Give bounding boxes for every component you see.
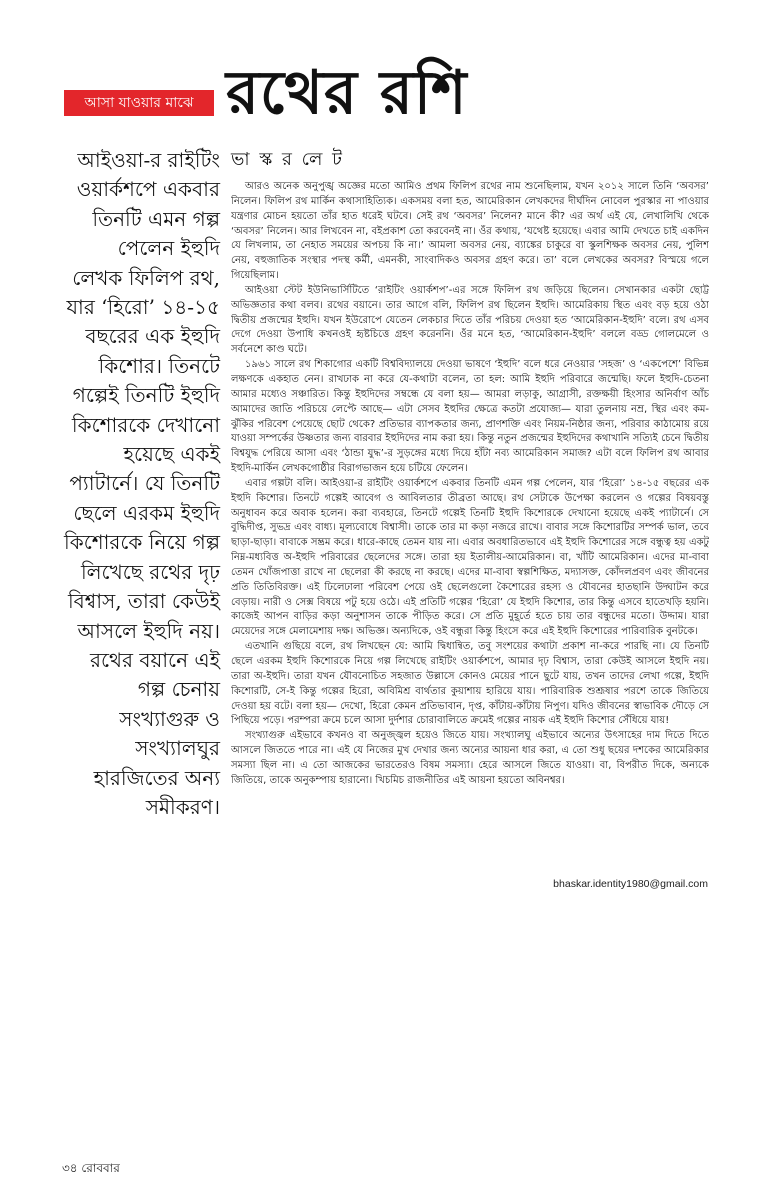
body-paragraph: এতখানি গুছিয়ে বলে, রথ লিখছেন যে: আমি দ্বিধান্বিত, তবু সংশয়ের কথাটা প্রকাশ না-করে পারছি না। যে তিনটি ছেলে এরকম ইহুদি কিশোরকে নিয়ে গল্প লিখেছে রাইটিং ওয়ার্কশপে, আমার দৃঢ় বিশ্বাস, তারা কেউই আসলে ইহুদি নয়। তারা অ-ইহুদি। তারা যখন যৌবনোচিত সহজাত উল্লাসে কোনও মেয়ের পানে ছুটে যায়, তখন তাদের লেখা গল্পে, ইহুদি কিশোরটি, সে-ই কিন্তু গল্পের হিরো, অবিমিশ্র বার্থতার কুয়াশায় হারিয়ে যায়। পারিবারিক শুশ্রূষার পরশে তাকে জিতিয়ে দেওয়া হয় বটে। বলা হয়— দেখো, হিরো কেমন প্রতিভাবান, দৃপ্ত, কাঁটায়-কাঁটায় নিপুণ। যদিও জীবনের স্বাভাবিক দৌড়ে সে পিছিয়ে পড়ে। পরম্পরা ক্রমে চলে আসা দুর্দশার চোরাবালিতে ক্রমেই গল্পের নায়ক এই ইহুদি কিশোর সেঁধিয়ে যায়! bbox=[231, 641, 709, 727]
body-paragraph: আরও অনেক অনুপুঙ্খ অজ্ঞের মতো আমিও প্রথম ফিলিপ রথের নাম শুনেছিলাম, যখন ২০১২ সালে তিনি ‘অবসর’ নিলেন। ফিলিপ রথ মার্কিন কথাসাহিত্যিক। একসময় বলা হত, আমেরিকান লেখকদের দীর্ঘদিন নোবেল পুরস্কার না পাওয়ার যন্ত্রণার মোচন হয়তো তাঁর হাত ধরেই ঘটবে। সেই রথ ‘অবসর’ নিলেন? মানে কী? এর অর্থ এই যে, লেখালিখি থেকে ‘অবসর’ নিলেন। আর লিখবেন না, বইপ্রকাশ তো করবেনই না। ওঁর কথায়, ‘যথেষ্ট হয়েছে। এবার আমি দেখতে চাই একদিন যে লিখলাম, তা নেহাত সময়ের অপচয় কি না।’ আমলা অবসর নেয়, ব্যাঙ্কের চাকুরে বা স্কুলশিক্ষক অবসর নেয়, পুলিশ নেয়, বহুজাতিক সংস্থার পদস্থ কর্মী, এমনকী, সাংবাদিকও অবসর গ্রহণ করে। তা’ বলে লেখকের অবসর? বিস্ময়ে গলে গিয়েছিলাম। bbox=[231, 181, 709, 282]
body-paragraph: ১৯৬১ সালে রথ শিকাগোর একটি বিশ্ববিদ্যালয়ে দেওয়া ভাষণে ‘ইহুদি’ বলে ধরে নেওয়ার ‘সহজ’ ও ‘একপেশে’ বিভিন্ন লক্ষণকে একহাত নেন। রাখঢাক না করে যে-কথাটা বলেন, তা হল: আমি ইহুদি পরিবারে জন্মেছি। ফলে ইহুদি-চেতনা আমার মধ্যেও সঞ্চারিত। কিন্তু ইহুদিদের সম্বন্ধে যে বলা হয়— আমরা লড়াকু, আগ্রাসী, রক্তক্ষয়ী হিংসার অনির্বাণ আঁচ আমাদের জাতি পরিচয়ে লেপ্টে আছে— এটা সেসব ইহুদির ক্ষেত্রে কতটা প্রযোজ্য— যারা তুলনায় নম্র, স্থির এবং কম-ঝুঁকির পরিবেশ পেয়েছে ছোট থেকে? প্রতিভার ব্যাপকতার জন্য, প্রাণশক্তি এবং নিয়ম-নিষ্ঠার জন্য, পরিবার কাঠামোয় রয়ে যাওয়া সম্পর্কের উষ্ণতার জন্য বারবার ইহুদিদের নাম করা হয়। কিন্তু নতুন প্রজন্মের ইহুদিদের কথাখানি সত্যিই চেনে দ্বিতীয় বিশ্বযুদ্ধ পেরিয়ে আসা এবং ‘ঠান্ডা যুদ্ধ’-র সুড়ঙ্গের মধ্যে দিয়ে হাঁটা নব্য আমেরিকান সমাজ? এটা বলে ফিলিপ রথ আবার ইহুদি-মার্কিন লেখকগোষ্ঠীর বিরাগভাজন হয়ে চটিয়ে ফেলেন। bbox=[231, 359, 709, 475]
body-paragraph: এবার গল্পটা বলি। আইওয়া-র রাইটিং ওয়ার্কশপে একবার তিনটি এমন গল্প পেলেন, যার ‘হিরো’ ১৪-১৫ বছরের এক ইহুদি কিশোর। তিনটে গল্পেই আবেগ ও আবিলতার তীব্রতা আছে। রথ সেটাকে উপেক্ষা করলেন ও গল্পের বিষয়বস্তু অনুধাবন করে অবাক হলেন। করা ব্যবহারে, তিনটে গল্পেই তিনটি ইহুদি কিশোরকে দেখানো হয়েছে একই প্যাটার্নে। সে বুদ্ধিদীপ্ত, সুভদ্র এবং বাধ্য। মূল্যবোধে বিশ্বাসী। তাকে তার মা কড়া নজরে রাখে। বাবার সঙ্গে কিশোরটির সম্পর্ক ভাল, তবে ছাড়া-ছাড়া। বাবাকে সম্ভ্রম করে। ধারে-কাছে তেমন যায় না। এবার অবধারিতভাবে এই ইহুদি কিশোরের সঙ্গে বন্ধুত্ব হয় একটু নিম্ন-মধ্যবিত্ত অ-ইহুদি পরিবারের ছেলেদের সঙ্গে। তারা হয় ইতালীয়-আমেরিকান। বা, খাঁটি আমেরিকান। এদের মা-বাবা তেমন খোঁজপাত্তা রাখে না ছেলেরা কী করছে না করছে। এদের মা-বাবা স্বল্পশিক্ষিত, মদ্যাসক্ত, কোঁদলপ্রবণ এবং জীবনের প্রতি তিতিবিরক্ত। এই ঢিলেঢালা পরিবেশ পেয়ে ওই ছেলেগুলো কৈশোরের রহস্য ও যৌবনের হাতছানি উদ্ঘাটন করে বেড়ায়। নারী ও সেক্স বিষয়ে পটু হয়ে ওঠে। এই প্রতিটি গল্পের ‘হিরো’ যে ইহুদি কিশোর, তার কিন্তু এসবে হাতেখড়ি হয়নি। কাজেই আপন বাড়ির কড়া অনুশাসন তাকে পীড়িত করে। সে প্রতি মুহূর্তে হতে চায় তার বন্ধুদের মতো। উদ্দাম। যারা মেয়েদের সঙ্গে মেলামেশায় দক্ষ। অভিজ্ঞ। অন্যদিকে, ওই বন্ধুরা কিন্তু হিংসে করে এই ইহুদি কিশোরের পারিবারিক বুনটকে। bbox=[231, 477, 709, 638]
body-paragraph: সংখ্যাগুরু এইভাবে কখনও বা অনুজ্জ্বল হয়েও জিতে যায়। সংখ্যালঘু এইভাবে অন্যের উৎসাহের দাম দিতে দিতে আসলে জিততে পারে না। এই যে নিজের মুখ দেখার জন্য অন্যের আয়না ধার করা, এ তো শুধু ছয়ের দশকের আমেরিকার সমস্যা ছিল না। এ তো আজকের ভারতেরও বিষম সমস্যা। হেরে আসলে জিতে যাওয়া। বা, বিপরীত দিকে, অন্যকে জিতিয়ে, তাকে অনুকম্পায় হারানো। খিচমিচ রাজনীতির এই আয়না হয়তো অবিনশ্বর। bbox=[231, 730, 709, 786]
author-email: bhaskar.identity1980@gmail.com bbox=[553, 878, 708, 890]
article-body bbox=[231, 180, 709, 840]
body-paragraph: আইওয়া স্টেট ইউনিভার্সিটিতে ‘রাইটিং ওয়ার্কশপ’-এর সঙ্গে ফিলিপ রথ জড়িয়ে ছিলেন। সেখানকার একটা ছোট্ট অভিজ্ঞতার কথা বলব। রথের বয়ানে। তার আগে বলি, ফিলিপ রথ ছিলেন ইহুদি। আমেরিকায় স্থিত এবং বড় হয়ে ওঠা দ্বিতীয় প্রজন্মের ইহুদি। যখন ইউরোপে যেতেন লেকচার দিতে তাঁর পরিচয় দেওয়া হত ‘আমেরিকান-ইহুদি’ বলে। রথ এসব দেগে দেওয়া উপাধি কখনওই হৃষ্টচিত্তে গ্রহণ করেননি। ওঁর মনে হত, ‘আমেরিকান-ইহুদি’ বললে বড্ড গোলমেলে ও সর্বনেশে কাণ্ড ঘটে। bbox=[231, 284, 709, 356]
page-folio: ৩৪ রোববার bbox=[62, 1161, 120, 1175]
pull-quote: আইওয়া-র রাইটিং ওয়ার্কশপে একবার তিনটি এমন গল্প পেলেন ইহুদি লেখক ফিলিপ রথ, যার ‘হিরো’ ১৪-১৫ বছরের এক ইহুদি কিশোর। তিনটে গল্পেই তিনটি ইহুদি কিশোরকে দেখানো হয়েছে একই প্যাটার্নে। যে তিনটি ছেলে এরকম ইহুদি কিশোরকে নিয়ে গল্প লিখেছে রথের দৃঢ় বিশ্বাস, তারা কেউই আসলে ইহুদি নয়। রথের বয়ানে এই গল্প চেনায় সংখ্যাগুরু ও সংখ্যালঘুর হারজিতের অন্য সমীকরণ। bbox=[64, 148, 220, 819]
column-kicker-label: আসা যাওয়ার মাঝে bbox=[64, 90, 214, 116]
author-byline: ভা স্ক র লে ট bbox=[231, 149, 344, 170]
article-title: রথের রশি bbox=[226, 58, 468, 128]
